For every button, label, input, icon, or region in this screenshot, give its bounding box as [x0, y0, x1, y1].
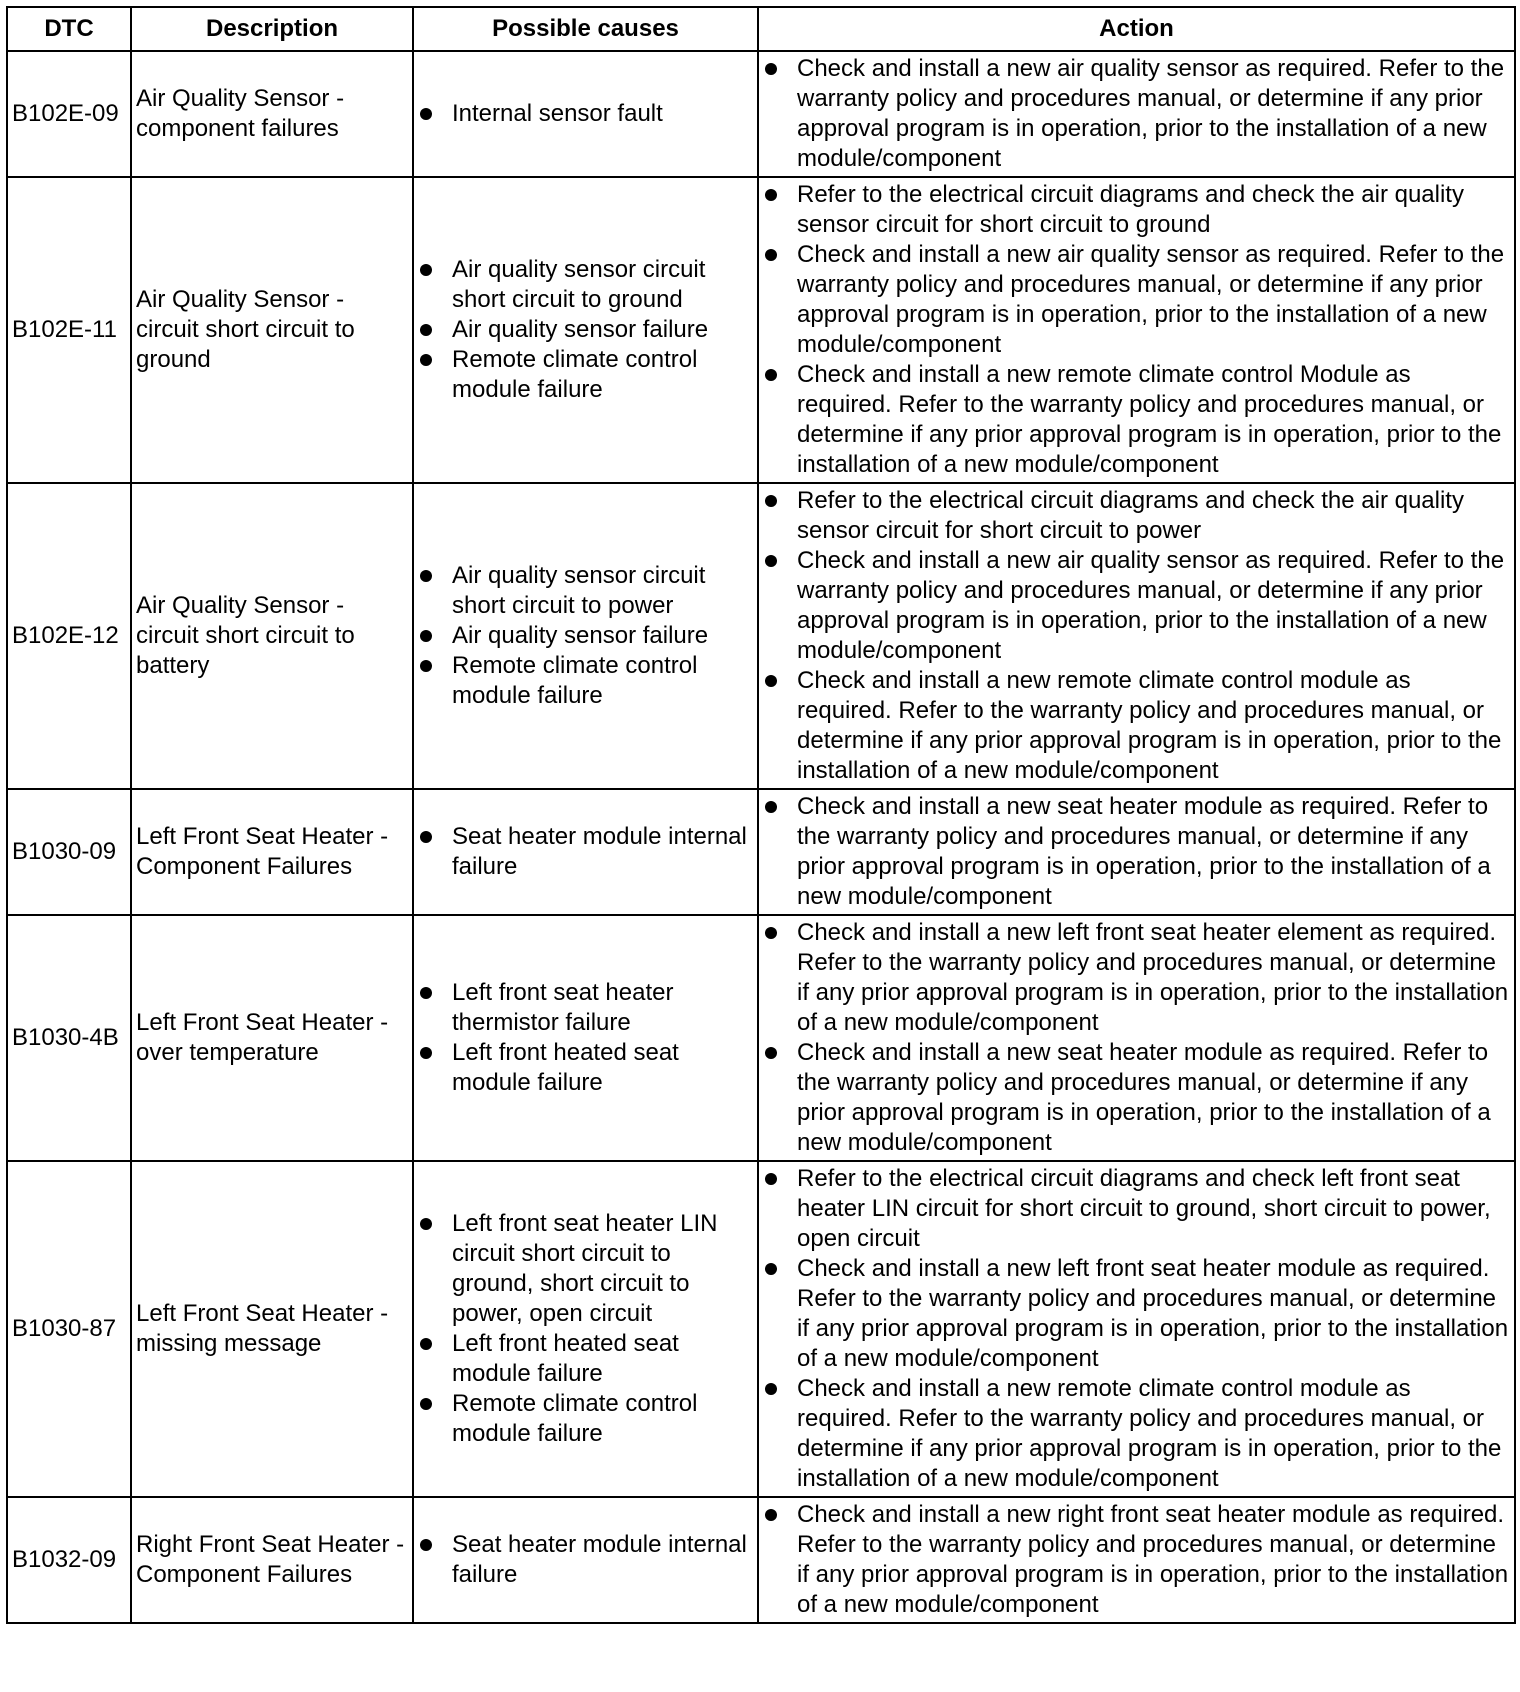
table-row [7, 1161, 1515, 1497]
action-item: Refer to the electrical circuit diagrams and check the air quality sensor circuit for short circuit to power [763, 486, 1510, 546]
possible-causes-cell [413, 51, 758, 177]
cause-item: Left front heated seat module failure [418, 1038, 753, 1098]
possible-causes-list [418, 255, 753, 405]
table-row [7, 177, 1515, 483]
dtc-description: Left Front Seat Heater - Component Failures [131, 789, 413, 915]
action-list [763, 792, 1510, 912]
dtc-description: Air Quality Sensor - component failures [131, 51, 413, 177]
possible-causes-list [418, 99, 753, 129]
possible-causes-list [418, 978, 753, 1098]
header-action: Action [758, 7, 1515, 51]
dtc-code: B1030-87 [7, 1161, 131, 1497]
action-item: Check and install a new seat heater module as required. Refer to the warranty policy and procedures manual, or determine if any prior approval program is in operation, prior to the installation of a new module/component [763, 792, 1510, 912]
cause-item: Remote climate control module failure [418, 1389, 753, 1449]
possible-causes-list [418, 1209, 753, 1449]
header-description: Description [131, 7, 413, 51]
possible-causes-cell [413, 177, 758, 483]
dtc-code: B1030-4B [7, 915, 131, 1161]
action-item: Refer to the electrical circuit diagrams and check the air quality sensor circuit for short circuit to ground [763, 180, 1510, 240]
possible-causes-list [418, 561, 753, 711]
cause-item: Left front heated seat module failure [418, 1329, 753, 1389]
table-row [7, 51, 1515, 177]
table-body [7, 51, 1515, 1623]
action-item: Check and install a new right front seat heater module as required. Refer to the warranty policy and procedures manual, or determine if any prior approval program is in operation, prior to the installation of a new module/component [763, 1500, 1510, 1620]
dtc-description: Left Front Seat Heater - over temperature [131, 915, 413, 1161]
cause-item: Air quality sensor failure [418, 315, 753, 345]
dtc-code: B1032-09 [7, 1497, 131, 1623]
cause-item: Internal sensor fault [418, 99, 753, 129]
cause-item: Left front seat heater thermistor failure [418, 978, 753, 1038]
action-cell [758, 789, 1515, 915]
action-cell [758, 51, 1515, 177]
action-list [763, 54, 1510, 174]
action-item: Check and install a new remote climate control module as required. Refer to the warranty policy and procedures manual, or determine if any prior approval program is in operation, prior to the installation of a new module/component [763, 666, 1510, 786]
table-row [7, 483, 1515, 789]
possible-causes-cell [413, 483, 758, 789]
action-list [763, 918, 1510, 1158]
dtc-code: B1030-09 [7, 789, 131, 915]
action-item: Check and install a new left front seat heater element as required. Refer to the warranty policy and procedures manual, or determine if any prior approval program is in operation, prior to the installation of a new module/component [763, 918, 1510, 1038]
dtc-code: B102E-09 [7, 51, 131, 177]
cause-item: Air quality sensor circuit short circuit to power [418, 561, 753, 621]
action-item: Check and install a new remote climate control Module as required. Refer to the warranty policy and procedures manual, or determine if any prior approval program is in operation, prior to the installation of a new module/component [763, 360, 1510, 480]
action-item: Check and install a new remote climate control module as required. Refer to the warranty policy and procedures manual, or determine if any prior approval program is in operation, prior to the installation of a new module/component [763, 1374, 1510, 1494]
action-item: Check and install a new air quality sensor as required. Refer to the warranty policy and procedures manual, or determine if any prior approval program is in operation, prior to the installation of a new module/component [763, 54, 1510, 174]
possible-causes-list [418, 1530, 753, 1590]
dtc-table [6, 6, 1516, 1624]
cause-item: Air quality sensor failure [418, 621, 753, 651]
possible-causes-cell [413, 1161, 758, 1497]
table-row [7, 789, 1515, 915]
dtc-code: B102E-12 [7, 483, 131, 789]
dtc-description: Air Quality Sensor - circuit short circuit to battery [131, 483, 413, 789]
action-cell [758, 483, 1515, 789]
action-cell [758, 1497, 1515, 1623]
header-row [7, 7, 1515, 51]
dtc-description: Left Front Seat Heater - missing message [131, 1161, 413, 1497]
possible-causes-list [418, 822, 753, 882]
action-cell [758, 1161, 1515, 1497]
action-list [763, 1164, 1510, 1494]
cause-item: Left front seat heater LIN circuit short circuit to ground, short circuit to power, open circuit [418, 1209, 753, 1329]
cause-item: Remote climate control module failure [418, 345, 753, 405]
dtc-description: Air Quality Sensor - circuit short circuit to ground [131, 177, 413, 483]
action-list [763, 180, 1510, 480]
cause-item: Seat heater module internal failure [418, 1530, 753, 1590]
header-possible-causes: Possible causes [413, 7, 758, 51]
action-item: Check and install a new seat heater module as required. Refer to the warranty policy and procedures manual, or determine if any prior approval program is in operation, prior to the installation of a new module/component [763, 1038, 1510, 1158]
table-row [7, 1497, 1515, 1623]
action-cell [758, 915, 1515, 1161]
possible-causes-cell [413, 1497, 758, 1623]
dtc-table-wrapper [6, 6, 1514, 1624]
possible-causes-cell [413, 789, 758, 915]
cause-item: Remote climate control module failure [418, 651, 753, 711]
possible-causes-cell [413, 915, 758, 1161]
action-item: Check and install a new air quality sensor as required. Refer to the warranty policy and procedures manual, or determine if any prior approval program is in operation, prior to the installation of a new module/component [763, 546, 1510, 666]
action-item: Refer to the electrical circuit diagrams and check left front seat heater LIN circuit for short circuit to ground, short circuit to power, open circuit [763, 1164, 1510, 1254]
cause-item: Air quality sensor circuit short circuit to ground [418, 255, 753, 315]
action-item: Check and install a new air quality sensor as required. Refer to the warranty policy and procedures manual, or determine if any prior approval program is in operation, prior to the installation of a new module/component [763, 240, 1510, 360]
dtc-code: B102E-11 [7, 177, 131, 483]
dtc-description: Right Front Seat Heater - Component Failures [131, 1497, 413, 1623]
action-item: Check and install a new left front seat heater module as required. Refer to the warranty policy and procedures manual, or determine if any prior approval program is in operation, prior to the installation of a new module/component [763, 1254, 1510, 1374]
action-list [763, 1500, 1510, 1620]
header-dtc: DTC [7, 7, 131, 51]
action-list [763, 486, 1510, 786]
cause-item: Seat heater module internal failure [418, 822, 753, 882]
action-cell [758, 177, 1515, 483]
table-row [7, 915, 1515, 1161]
